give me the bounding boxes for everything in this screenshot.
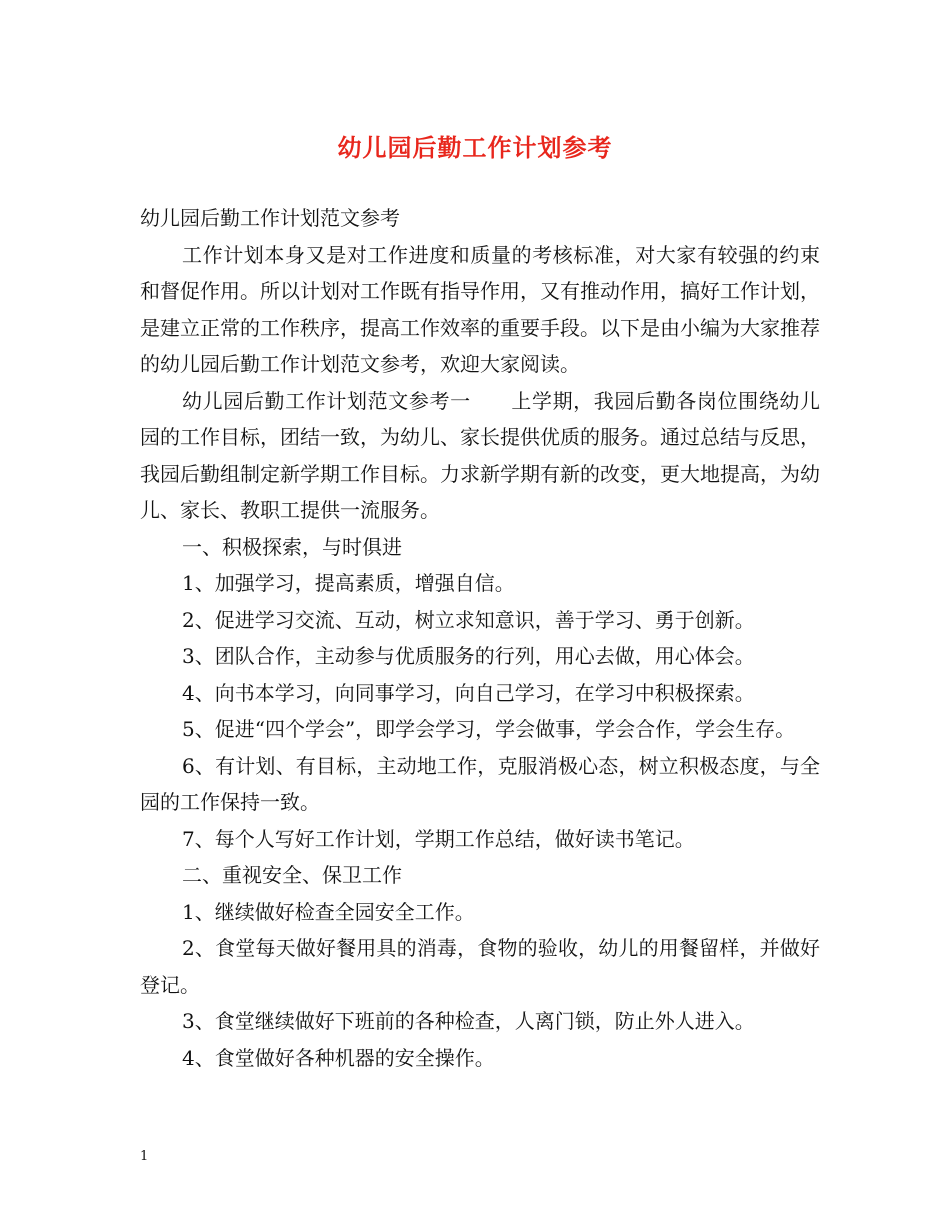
list-item: 2、食堂每天做好餐用具的消毒，食物的验收，幼儿的用餐留样，并做好登记。 — [140, 936, 820, 997]
sample-heading: 幼儿园后勤工作计划范文参考一 — [182, 388, 471, 413]
list-item: 4、向书本学习，向同事学习，向自己学习，在学习中积极探索。 — [182, 680, 755, 705]
document-title: 幼儿园后勤工作计划参考 — [337, 133, 613, 162]
sample-one-paragraph — [140, 383, 820, 529]
list-item: 3、食堂继续做好下班前的各种检查，人离门锁，防止外人进入。 — [182, 1009, 755, 1033]
document-body — [140, 200, 820, 1076]
sample-one-body: 上学期，我园后勤各岗位围绕幼儿园的工作目标，团结一致，为幼儿、家长提供优质的服务。通过总结与反思，我园后勤组制定新学期工作目标。力求新学期有新的改变，更大地提高，为幼儿、家长、教职工提供一流服务。 — [140, 388, 821, 522]
list-item: 6、有计划、有目标，主动地工作，克服消极心态，树立积极态度，与全园的工作保持一致。 — [140, 753, 820, 814]
intro-paragraph: 工作计划本身又是对工作进度和质量的考核标准，对大家有较强的约束和督促作用。所以计划对工作既有指导作用，又有推动作用，搞好工作计划，是建立正常的工作秩序，提高工作效率的重要手段。以下是由小编为大家推荐的幼儿园后勤工作计划范文参考，欢迎大家阅读。 — [140, 242, 820, 376]
section-heading-1: 一、积极探索，与时俱进 — [182, 534, 402, 559]
list-item: 4、食堂做好各种机器的安全操作。 — [182, 1045, 495, 1070]
list-item: 2、促进学习交流、互动，树立求知意识，善于学习、勇于创新。 — [182, 607, 755, 632]
subtitle-paragraph: 幼儿园后勤工作计划范文参考 — [140, 206, 400, 230]
list-item: 3、团队合作，主动参与优质服务的行列，用心去做，用心体会。 — [182, 644, 755, 668]
list-item: 5、促进“四个学会”，即学会学习，学会做事，学会合作，学会生存。 — [182, 717, 796, 741]
list-item: 7、每个人写好工作计划，学期工作总结，做好读书笔记。 — [182, 826, 695, 851]
page-number: 1 — [140, 1149, 149, 1164]
section-heading-2: 二、重视安全、保卫工作 — [182, 863, 402, 887]
list-item: 1、继续做好检查全园安全工作。 — [182, 899, 475, 924]
list-item: 1、加强学习，提高素质，增强自信。 — [182, 571, 515, 595]
